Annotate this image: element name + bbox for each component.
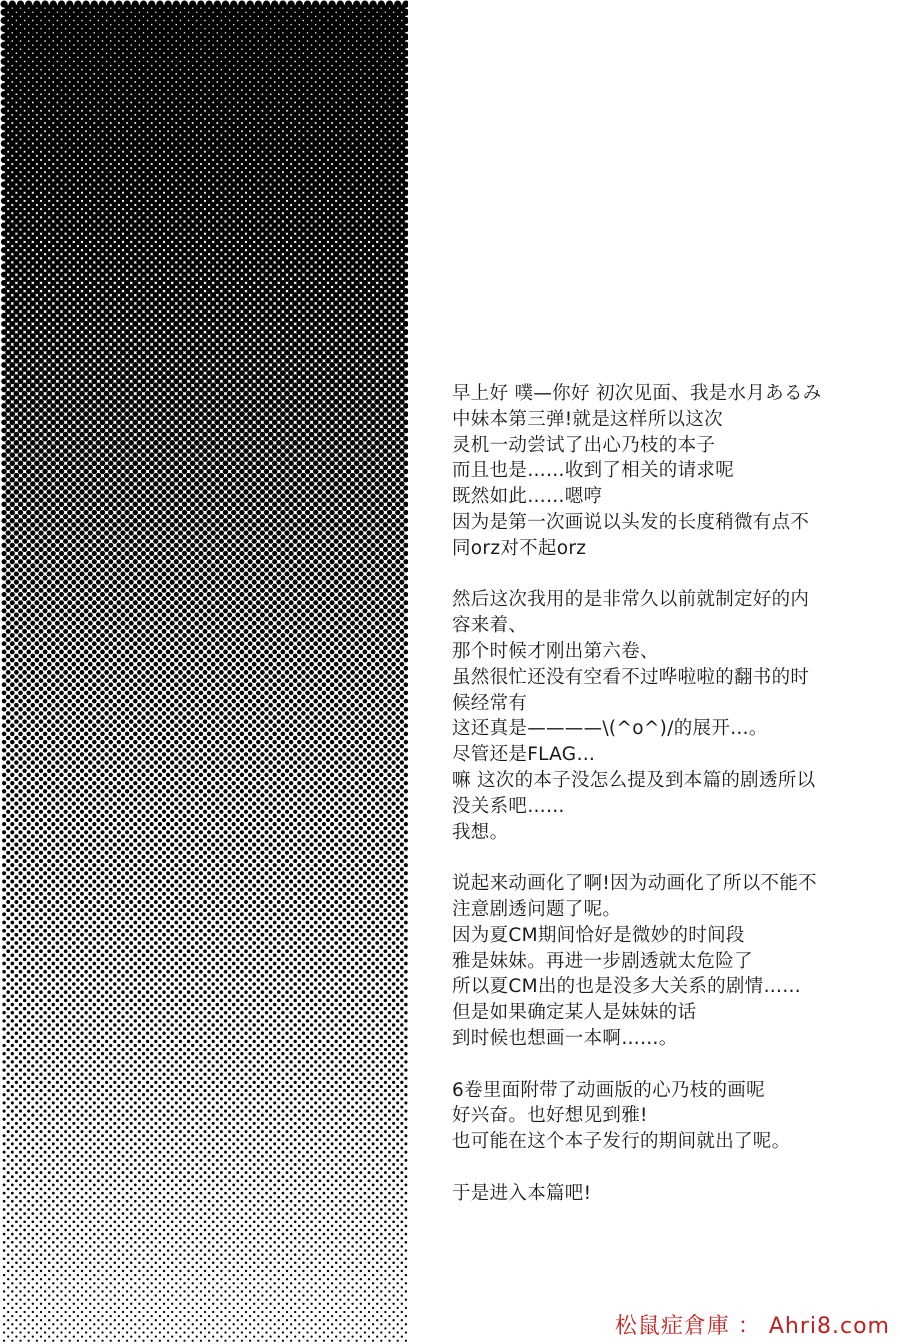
text-line: 好兴奋。也好想见到雅! (452, 1105, 648, 1127)
text-line: 但是如果确定某人是妹妹的话 (452, 1002, 697, 1024)
text-line: 尽管还是FLAG… (452, 744, 596, 766)
afterword-paragraph-1 (452, 381, 882, 562)
text-line: 也可能在这个本子发行的期间就出了呢。 (452, 1131, 791, 1153)
text-line: 容来着、 (452, 615, 528, 637)
text-line: 我想。 (452, 821, 509, 843)
afterword-paragraph-2 (452, 587, 882, 845)
text-line: 说起来动画化了啊!因为动画化了所以不能不 (452, 873, 817, 895)
text-line: 6卷里面附带了动画版的心乃枝的画呢 (452, 1079, 765, 1101)
text-line: 候经常有 (452, 692, 528, 714)
text-line: 因为夏CM期间恰好是微妙的时间段 (452, 924, 745, 946)
text-line: 这还真是————\(^o^)/的展开…。 (452, 718, 768, 740)
text-line: 嘛 这次的本子没怎么提及到本篇的剧透所以 (452, 769, 816, 791)
text-line: 同orz对不起orz (452, 537, 587, 559)
afterword-paragraph-5 (452, 1181, 882, 1207)
watermark: 松鼠症倉庫 ： Ahri8.com (614, 1314, 890, 1339)
halftone-gradient-panel (0, 0, 408, 1344)
text-line: 到时候也想画一本啊……。 (452, 1027, 678, 1049)
text-line: 早上好 噗—你好 初次见面、我是水月あるみ (452, 383, 822, 404)
text-line: 于是进入本篇吧! (452, 1182, 592, 1204)
text-line: 虽然很忙还没有空看不过哗啦啦的翻书的时 (452, 666, 810, 688)
text-line: 没关系吧…… (452, 795, 565, 817)
afterword-paragraph-4 (452, 1078, 882, 1155)
afterword-paragraph-3 (452, 871, 882, 1052)
text-line: 灵机一动尝试了出心乃枝的本子 (452, 434, 716, 456)
text-line: 雅是妹妹。再进一步剧透就太危险了 (452, 950, 753, 972)
text-line: 然后这次我用的是非常久以前就制定好的内 (452, 589, 810, 611)
text-line: 那个时候才刚出第六卷、 (452, 640, 659, 662)
text-line: 既然如此……嗯哼 (452, 486, 603, 508)
text-line: 所以夏CM出的也是没多大关系的剧情…… (452, 976, 802, 998)
afterword-text (452, 381, 882, 1232)
text-line: 中妹本第三弹!就是这样所以这次 (452, 408, 723, 430)
text-line: 而且也是……收到了相关的请求呢 (452, 460, 735, 482)
text-line: 因为是第一次画说以头发的长度稍微有点不 (452, 511, 810, 533)
text-line: 注意剧透问题了呢。 (452, 898, 622, 920)
halftone-dot-pattern (0, 0, 408, 1344)
